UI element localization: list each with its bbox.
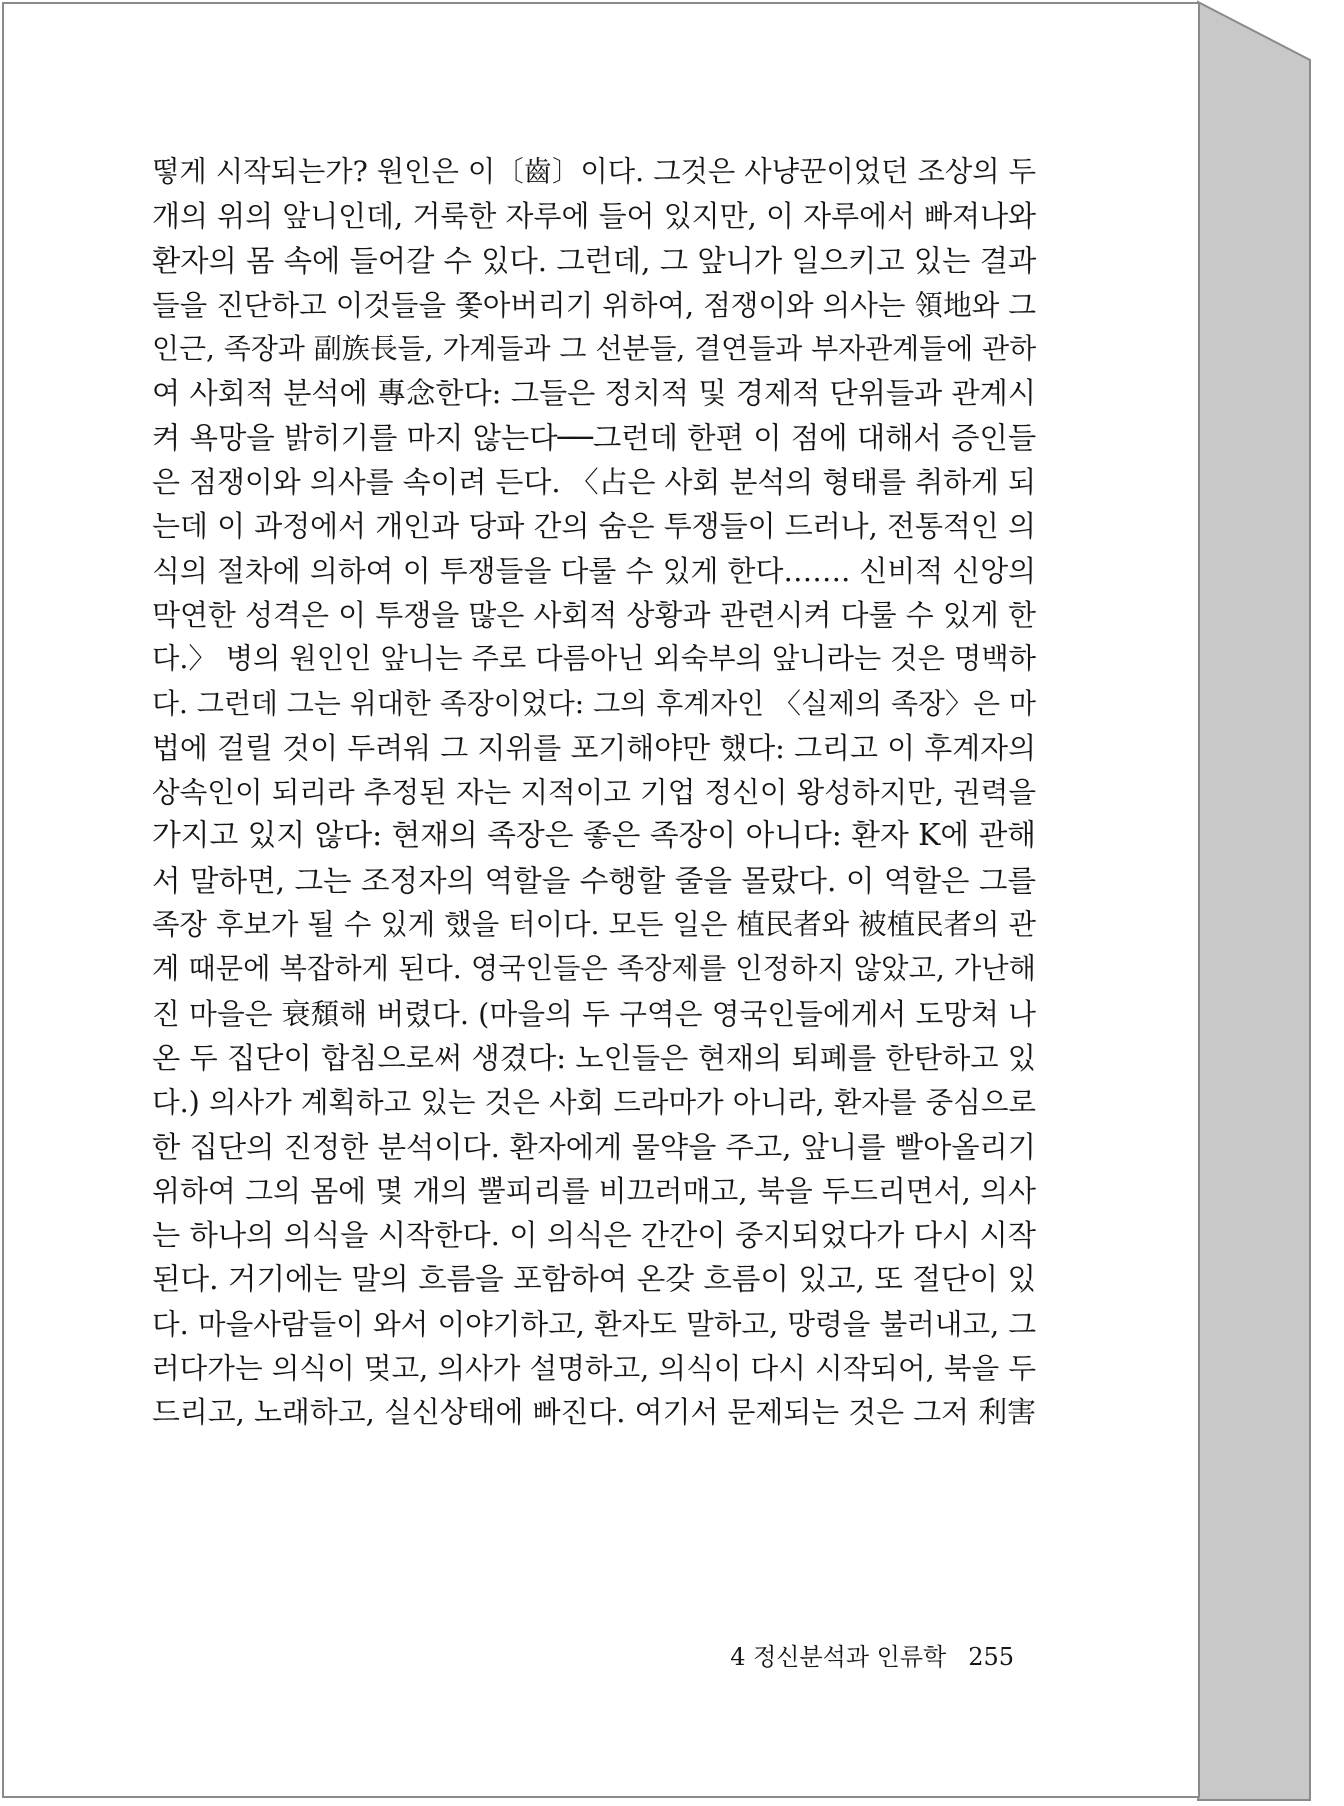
text-line: 한 집단의 진정한 분석이다. 환자에게 물약을 주고, 앞니를 빨아올리기: [152, 1129, 1036, 1164]
text-line: 는 하나의 의식을 시작한다. 이 의식은 간간이 중지되었다가 다시 시작: [152, 1218, 1036, 1253]
chapter-title: 4 정신분석과 인류학: [730, 1643, 947, 1671]
text-line: 다.〉 병의 원인인 앞니는 주로 다름아닌 외숙부의 앞니라는 것은 명백하: [152, 642, 1036, 676]
text-line: 여 사회적 분석에 專念한다: 그들은 정치적 및 경제적 단위들과 관계시: [152, 376, 1036, 411]
text-line: 환자의 몸 속에 들어갈 수 있다. 그런데, 그 앞니가 일으키고 있는 결과: [152, 243, 1037, 278]
text-line: 는데 이 과정에서 개인과 당파 간의 숨은 투쟁들이 드러나, 전통적인 의: [152, 509, 1036, 544]
page-number: 255: [968, 1643, 1014, 1671]
text-line: 계 때문에 복잡하게 된다. 영국인들은 족장제를 인정하지 않았고, 가난해: [152, 952, 1036, 986]
page-footer: [730, 1637, 1014, 1672]
text-line: 위하여 그의 몸에 몇 개의 뿔피리를 비끄러매고, 북을 두드리면서, 의사: [152, 1173, 1036, 1208]
text-line: 개의 위의 앞니인데, 거룩한 자루에 들어 있지만, 이 자루에서 빠져나와: [152, 199, 1036, 234]
text-line: 떻게 시작되는가? 원인은 이〔齒〕이다. 그것은 사냥꾼이었던 조상의 두: [152, 155, 1036, 188]
text-line: 다. 마을사람들이 와서 이야기하고, 환자도 말하고, 망령을 불러내고, 그: [152, 1306, 1036, 1341]
text-line: 다. 그런데 그는 위대한 족장이었다: 그의 후계자인 〈실제의 족장〉은 마: [152, 686, 1036, 720]
text-line: 서 말하면, 그는 조정자의 역할을 수행할 줄을 몰랐다. 이 역할은 그를: [152, 863, 1036, 898]
text-line: 은 점쟁이와 의사를 속이려 든다. 〈占은 사회 분석의 형태를 취하게 되: [152, 465, 1036, 500]
text-line: 족장 후보가 될 수 있게 했을 터이다. 모든 일은 植民者와 被植民者의 관: [152, 908, 1036, 942]
text-line: 다.) 의사가 계획하고 있는 것은 사회 드라마가 아니라, 환자를 중심으로: [152, 1085, 1036, 1120]
text-line: 드리고, 노래하고, 실신상태에 빠진다. 여기서 문제되는 것은 그저 利害: [152, 1395, 1036, 1430]
text-line: 가지고 있지 않다: 현재의 족장은 좋은 족장이 아니다: 환자 K에 관해: [152, 818, 1037, 854]
text-line: 막연한 성격은 이 투쟁을 많은 사회적 상황과 관련시켜 다룰 수 있게 한: [152, 597, 1036, 632]
text-line: 인근, 족장과 副族長들, 가계들과 그 선분들, 결연들과 부자관계들에 관하: [152, 332, 1037, 366]
text-line: 켜 욕망을 밝히기를 마지 않는다──그런데 한편 이 점에 대해서 증인들: [152, 420, 1037, 455]
text-line: 상속인이 되리라 추정된 자는 지적이고 기업 정신이 왕성하지만, 권력을: [152, 775, 1036, 810]
text-line: 식의 절차에 의하여 이 투쟁들을 다룰 수 있게 한다……. 신비적 신앙의: [152, 553, 1036, 588]
text-line: 들을 진단하고 이것들을 쫓아버리기 위하여, 점쟁이와 의사는 領地와 그: [152, 287, 1036, 322]
text-line: 법에 걸릴 것이 두려워 그 지위를 포기해야만 했다: 그리고 이 후계자의: [152, 730, 1036, 765]
body-text: [152, 150, 1036, 1435]
text-line: 온 두 집단이 합침으로써 생겼다: 노인들은 현재의 퇴폐를 한탄하고 있: [152, 1040, 1036, 1075]
text-line: 된다. 거기에는 말의 흐름을 포함하여 온갖 흐름이 있고, 또 절단이 있: [152, 1262, 1036, 1297]
text-line: 러다가는 의식이 멎고, 의사가 설명하고, 의식이 다시 시작되어, 북을 두: [152, 1351, 1036, 1386]
text-line: 진 마을은 衰頹해 버렸다. (마을의 두 구역은 영국인들에게서 도망쳐 나: [152, 996, 1036, 1031]
